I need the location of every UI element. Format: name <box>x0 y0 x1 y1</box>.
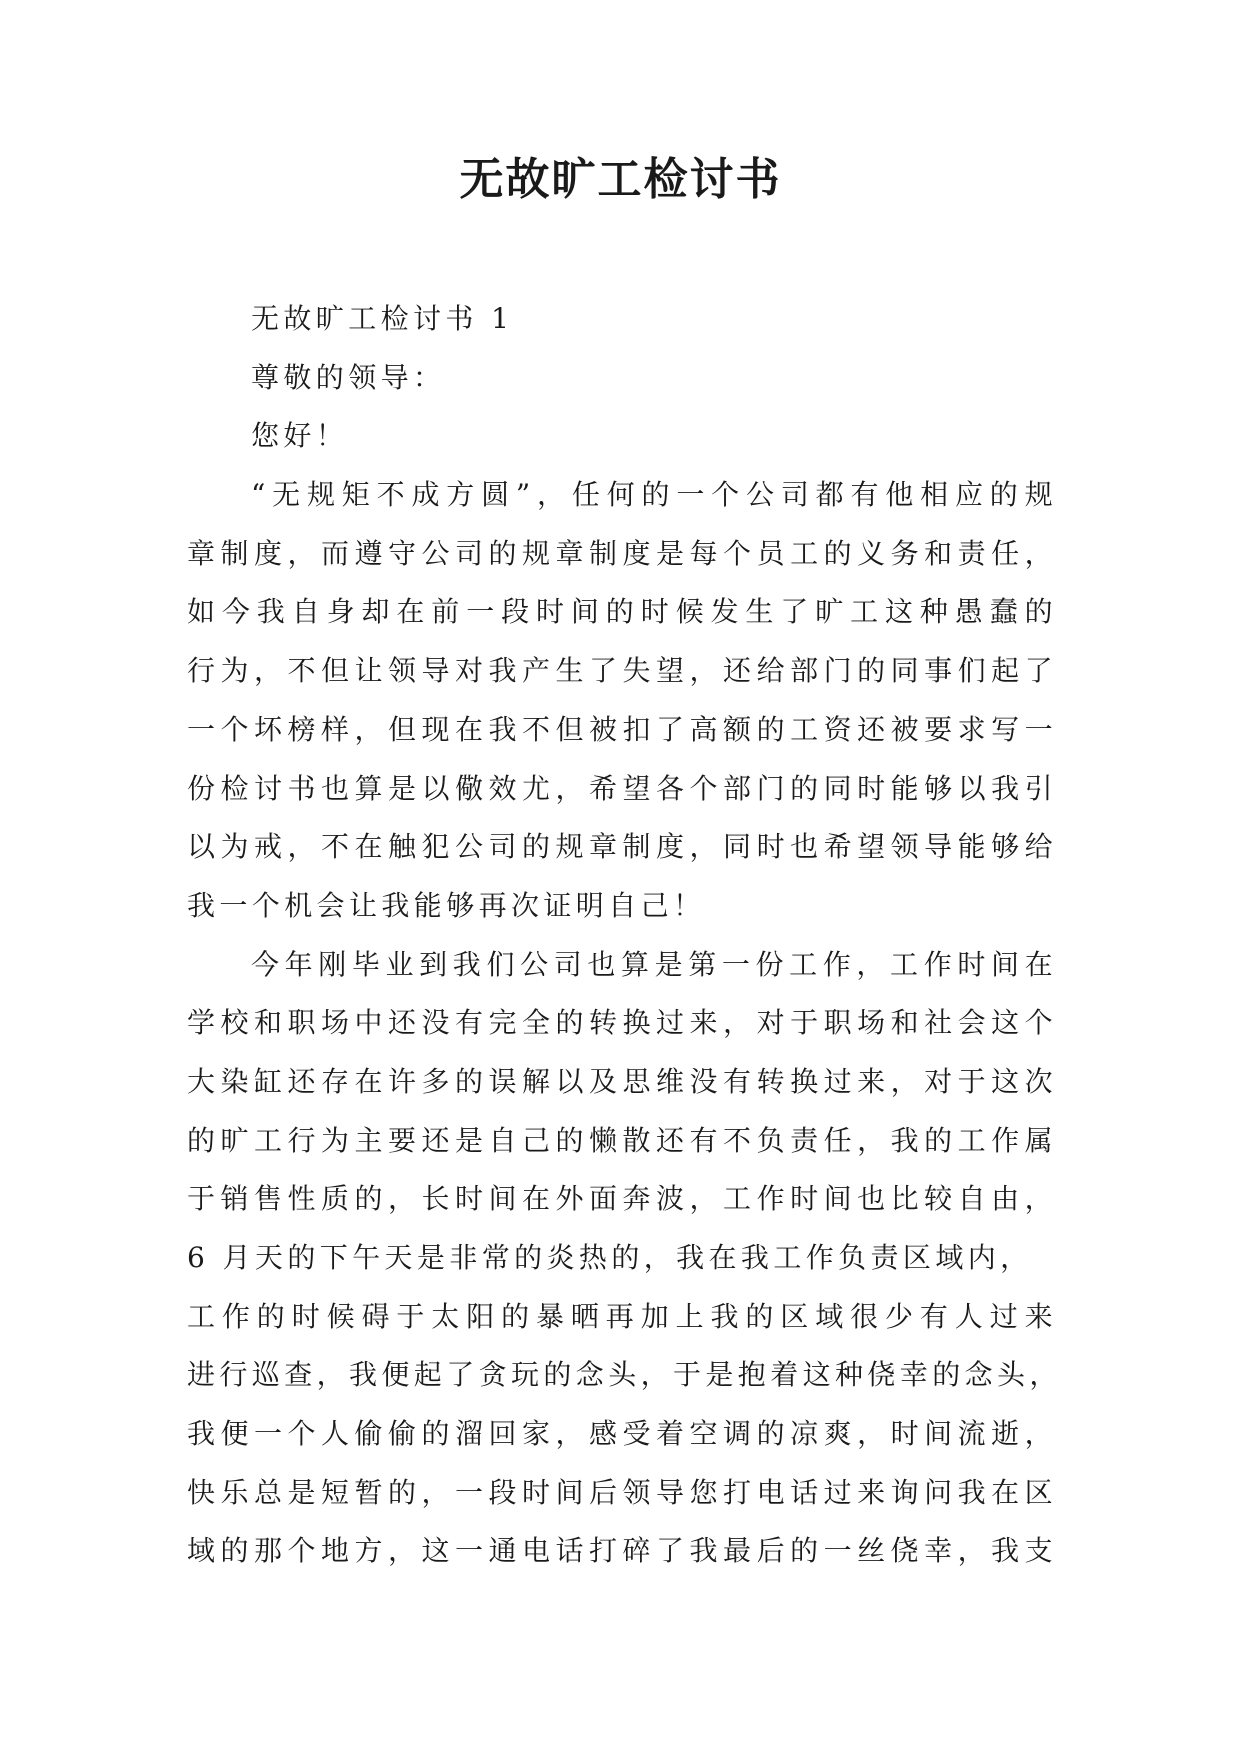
paragraph-line: 进行巡查，我便起了贪玩的念头，于是抱着这种侥幸的念头， <box>187 1358 1062 1392</box>
paragraph-line: 一个坏榜样，但现在我不但被扣了高额的工资还被要求写一 <box>187 712 1057 746</box>
paragraph-line: 于销售性质的，长时间在外面奔波，工作时间也比较自由， <box>187 1182 1057 1216</box>
paragraph-line: 如今我自身却在前一段时间的时候发生了旷工这种愚蠢的 <box>187 595 1057 629</box>
greeting: 您好！ <box>251 419 349 453</box>
paragraph-line: 份检讨书也算是以儆效尤，希望各个部门的同时能够以我引 <box>187 771 1057 805</box>
document-title: 无故旷工检讨书 <box>459 154 782 205</box>
paragraph-line: 章制度，而遵守公司的规章制度是每个员工的义务和责任， <box>187 536 1057 570</box>
paragraph-line: 域的那个地方，这一通电话打碎了我最后的一丝侥幸，我支 <box>187 1534 1057 1568</box>
paragraph-line: 今年刚毕业到我们公司也算是第一份工作，工作时间在 <box>251 947 1057 981</box>
paragraph-line: 我一个机会让我能够再次证明自己！ <box>187 888 706 922</box>
paragraph-line: 我便一个人偷偷的溜回家，感受着空调的凉爽，时间流逝， <box>187 1417 1057 1451</box>
paragraph-line: 以为戒，不在触犯公司的规章制度，同时也希望领导能够给 <box>187 830 1057 864</box>
document-body <box>187 290 1062 1581</box>
paragraph-line: 工作的时候碍于太阳的暴晒再加上我的区域很少有人过来 <box>187 1299 1057 1333</box>
paragraph-line: 行为，不但让领导对我产生了失望，还给部门的同事们起了 <box>187 654 1057 688</box>
paragraph-line: 6 月天的下午天是非常的炎热的，我在我工作负责区域内， <box>187 1241 1033 1274</box>
paragraph-line: 学校和职场中还没有完全的转换过来，对于职场和社会这个 <box>187 1006 1057 1040</box>
paragraph-line: “无规矩不成方圆”，任何的一个公司都有他相应的规 <box>251 478 1057 512</box>
section-heading: 无故旷工检讨书 1 <box>251 302 514 335</box>
paragraph-line: 快乐总是短暂的，一段时间后领导您打电话过来询问我在区 <box>187 1475 1057 1509</box>
paragraph-line: 大染缸还存在许多的误解以及思维没有转换过来，对于这次 <box>187 1064 1057 1098</box>
paragraph-line: 的旷工行为主要还是自己的懒散还有不负责任，我的工作属 <box>187 1123 1057 1157</box>
salutation: 尊敬的领导： <box>251 360 446 394</box>
